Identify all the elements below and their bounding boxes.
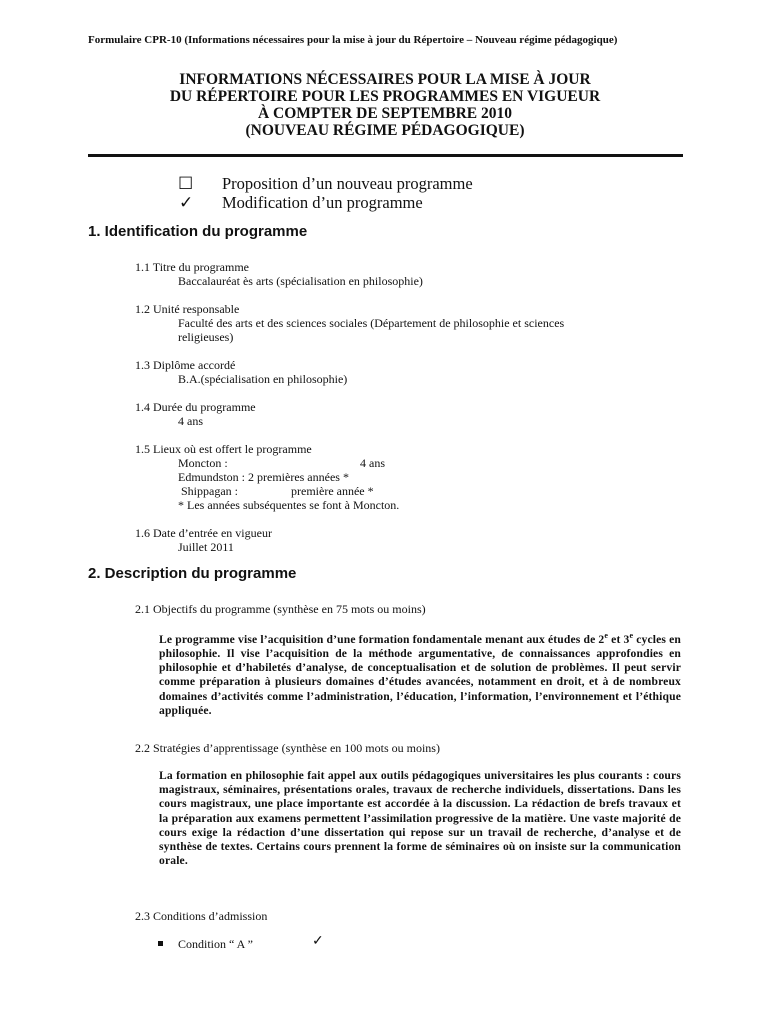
title-line: (NOUVEAU RÉGIME PÉDAGOGIQUE) bbox=[245, 122, 525, 139]
objectives-text: Le programme vise l’acquisition d’une formation fondamentale menant aux études de 2 bbox=[159, 632, 605, 646]
objectives-paragraph bbox=[159, 629, 681, 718]
item-value-title: Baccalauréat ès arts (spécialisation en philosophie) bbox=[178, 274, 423, 288]
checkmark-icon: ✓ bbox=[179, 193, 194, 212]
objectives-text: cycles en philosophie. Il vise l’acquisition de la méthode argumentative, de connaissances approfondies en philosophie et d’habiletés d’analyse, de conceptualisation et de solution de problèmes. Il peut servir comme préparation à plusieurs domaines d’études avancées, notamment en droit, et à de nombreux domaines d’activités comme l’administration, l’éducation, l’information, l’environnement et l’éthique appliquée. bbox=[159, 632, 682, 717]
item-label-unit: 1.2 Unité responsable bbox=[135, 302, 240, 316]
option-modify-program: Modification d’un programme bbox=[222, 193, 423, 212]
item-label-places: 1.5 Lieux où est offert le programme bbox=[135, 442, 312, 456]
item-value-date: Juillet 2011 bbox=[178, 540, 234, 554]
form-header: Formulaire CPR-10 (Informations nécessaires pour la mise à jour du Répertoire – Nouveau régime pédagogique) bbox=[88, 34, 618, 46]
item-label-date: 1.6 Date d’entrée en vigueur bbox=[135, 526, 272, 540]
item-label-strategies: 2.2 Stratégies d’apprentissage (synthèse en 100 mots ou moins) bbox=[135, 741, 440, 755]
place-campus: Shippagan : bbox=[181, 484, 238, 498]
item-label-objectives: 2.1 Objectifs du programme (synthèse en 75 mots ou moins) bbox=[135, 602, 426, 616]
place-years: première année * bbox=[291, 484, 374, 498]
title-line: DU RÉPERTOIRE POUR LES PROGRAMMES EN VIGUEUR bbox=[169, 88, 601, 105]
title-divider bbox=[88, 154, 683, 157]
objectives-text: et 3 bbox=[608, 632, 630, 646]
bullet-icon bbox=[158, 941, 163, 946]
title-line: À COMPTER DE SEPTEMBRE 2010 bbox=[257, 105, 513, 122]
item-label-duration: 1.4 Durée du programme bbox=[135, 400, 256, 414]
superscript: e bbox=[629, 631, 634, 640]
place-campus: Moncton : bbox=[178, 456, 228, 470]
section-heading-identification: 1. Identification du programme bbox=[88, 223, 308, 240]
option-new-program: Proposition d’un nouveau programme bbox=[222, 174, 473, 193]
document-title bbox=[88, 71, 682, 139]
item-value-diploma: B.A.(spécialisation en philosophie) bbox=[178, 372, 348, 386]
item-label-diploma: 1.3 Diplôme accordé bbox=[135, 358, 236, 372]
places-note: * Les années subséquentes se font à Moncton. bbox=[178, 498, 400, 512]
item-value-unit-cont: religieuses) bbox=[178, 330, 234, 344]
condition-a-label: Condition “ A ” bbox=[178, 937, 253, 951]
strategies-paragraph: La formation en philosophie fait appel aux outils pédagogiques universitaires les plus courants : cours magistraux, séminaires, présentations orales, travaux de recherche individuels, dissertations. Dans les cours magistraux, une place importante est accordée à la discussion. La rédaction de brefs travaux et la préparation aux examens permettent l’assimilation progressive de la matière. Une vaste majorité de cours exige la rédaction d’une dissertation qui repose sur un travail de recherche, d’analyse et de synthèse de textes. Certains cours prennent la forme de séminaires où on insiste sur la communication orale. bbox=[159, 769, 681, 868]
checkmark-icon: ✓ bbox=[312, 934, 324, 949]
checkbox-empty-icon: ☐ bbox=[178, 174, 194, 193]
title-line: INFORMATIONS NÉCESSAIRES POUR LA MISE À JOUR bbox=[179, 71, 591, 88]
place-campus: Edmundston : 2 premières années * bbox=[178, 470, 349, 484]
item-value-duration: 4 ans bbox=[178, 414, 203, 428]
superscript: e bbox=[604, 631, 609, 640]
item-label-title: 1.1 Titre du programme bbox=[135, 260, 249, 274]
section-heading-description: 2. Description du programme bbox=[88, 565, 297, 582]
place-years: 4 ans bbox=[360, 456, 385, 470]
item-label-admission: 2.3 Conditions d’admission bbox=[135, 909, 268, 923]
item-value-unit: Faculté des arts et des sciences sociales (Département de philosophie et sciences bbox=[178, 316, 565, 330]
